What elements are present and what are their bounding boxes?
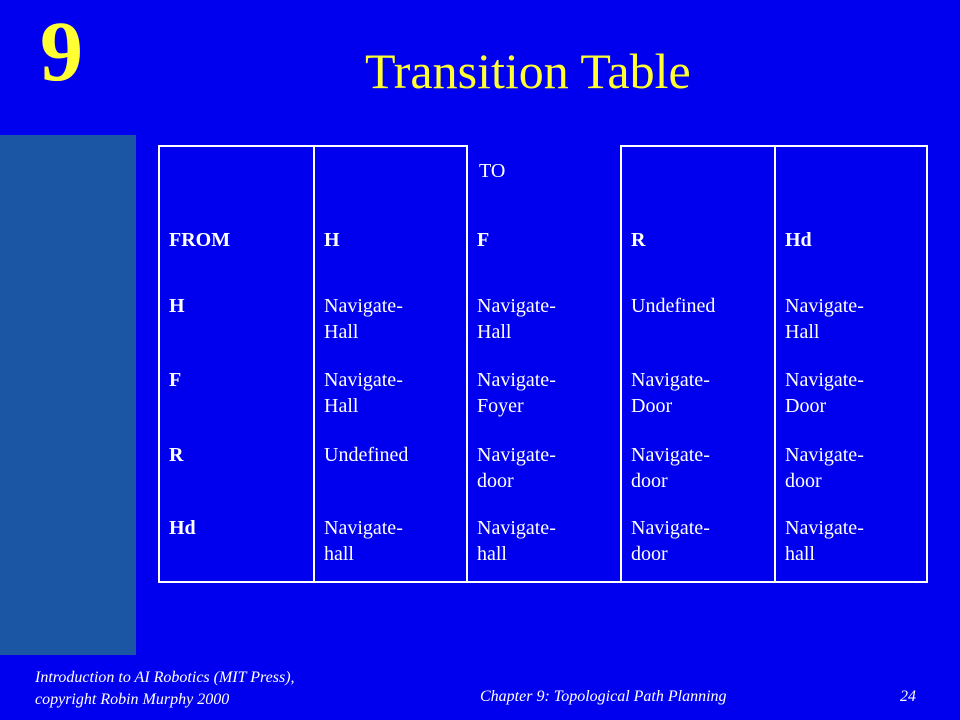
page-number: 24 [900, 688, 916, 705]
table-column-divider [774, 145, 776, 583]
table-cell: Navigate- hall [785, 517, 864, 565]
footer-credit [35, 667, 365, 711]
table-cell: Navigate- Door [631, 369, 710, 417]
header-cell: FROM [169, 229, 231, 251]
table-border-right [926, 145, 928, 583]
table-cell: Navigate- door [631, 517, 710, 565]
table-cell: Navigate- hall [324, 517, 403, 565]
table-cell: Navigate- Foyer [477, 369, 556, 417]
side-accent-bar [0, 135, 136, 655]
row-label-cell: R [169, 444, 184, 466]
table-cell: Navigate- Hall [324, 295, 403, 343]
table-cell: Navigate- Hall [785, 295, 864, 343]
table-cell: Navigate- Hall [324, 369, 403, 417]
table-column-divider [313, 145, 315, 583]
table-cell: Undefined [324, 444, 409, 466]
row-label-cell: H [169, 295, 185, 317]
table-cell: Navigate- door [785, 444, 864, 492]
header-cell: F [477, 229, 490, 251]
table-cell: Navigate- Hall [477, 295, 556, 343]
table-border-bottom [158, 581, 928, 583]
table-cell: Navigate- hall [477, 517, 556, 565]
table-cell: Navigate- Door [785, 369, 864, 417]
row-label-cell: Hd [169, 517, 196, 539]
header-cell: Hd [785, 229, 812, 251]
table-cell: Navigate- door [631, 444, 710, 492]
footer-credit-line: Introduction to AI Robotics (MIT Press), [35, 669, 295, 686]
to-header-label: TO [479, 160, 506, 182]
row-label-cell: F [169, 369, 182, 391]
slide-title: Transition Table [365, 43, 691, 99]
table-cell: Navigate- door [477, 444, 556, 492]
table-column-divider [466, 145, 468, 583]
transition-table [158, 145, 928, 583]
chapter-number: 9 [40, 3, 83, 99]
footer-chapter: Chapter 9: Topological Path Planning [480, 688, 727, 705]
header-cell: R [631, 229, 646, 251]
table-border-left [158, 145, 160, 583]
table-column-divider [620, 145, 622, 583]
table-cell: Undefined [631, 295, 716, 317]
header-cell: H [324, 229, 340, 251]
footer-credit-line: copyright Robin Murphy 2000 [35, 691, 230, 708]
